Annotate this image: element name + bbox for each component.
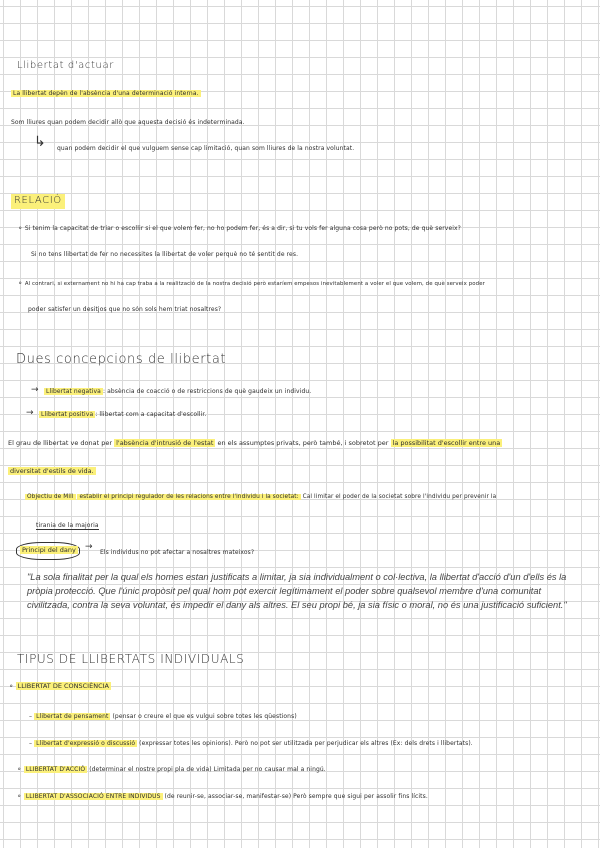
bullet-dot-icon: ∘: [9, 682, 16, 690]
bullet-1: [18, 224, 461, 233]
principi-dany-label: Principi del dany: [22, 546, 76, 554]
accio-line: [17, 765, 326, 774]
expressio-text: (expressar totes les opinions). Però no pot ser utilitzada per perjudicar els altres (Ex: dels drets i llibertats).: [139, 740, 473, 747]
section-title-llibertat-actuar: Llibertat d'actuar: [17, 60, 114, 71]
pensament-line: – Llibertat de pensament (pensar o creure el que es vulgui sobre totes les qüestions): [29, 713, 297, 720]
arrow-right-icon: →: [31, 385, 39, 395]
tirania-line: [36, 522, 99, 530]
negative-freedom-text: : absència de coacció o de restriccions de què gaudeix un individu.: [102, 388, 312, 395]
mill-line: [25, 494, 496, 501]
pensament-text: (pensar o creure el que es vulgui sobre totes les qüestions): [112, 713, 297, 720]
tirania-label: tirania de la majoria: [36, 522, 99, 529]
mill-text: Cal limitar el poder de la societat sobre l'individu per prevenir la: [302, 494, 497, 500]
bullet-1-text: Si tenim la capacitat de triar o escollir si el que volem fer, no ho podem fer, és a dir, si tu vols fer alguna cosa però no pots, de què serveix?: [24, 225, 461, 232]
pensament-label: Llibertat de pensament: [36, 713, 109, 720]
expressio-line: – Llibertat d'expressió o discussió (expressar totes les opinions). Però no pot ser utilitzada per perjudicar els altres (Ex: dels drets i llibertats).: [29, 740, 473, 747]
bullet-1-sub: Si no tens llibertat de fer no necessites la llibertat de voler perquè no té sentit de res.: [31, 251, 299, 258]
bullet-2: [18, 279, 485, 288]
mill-label: Objectiu de Mill: [27, 494, 74, 500]
section-title-dues-concepcions: Dues concepcions de llibertat: [16, 352, 227, 367]
positive-freedom-text: : llibertat com a capacitat d'escollir.: [95, 411, 207, 418]
bullet-2-text: Al contrari, si externament no hi ha cap traba a la realització de la nostra decisió però estaríem empesos inevitablement a voler el que volem, de què serveix poder: [24, 281, 485, 287]
accio-text: (determinar el nostre propi pla de vida) Limitada per no causar mal a ningú.: [89, 766, 326, 773]
grau-mid: en els assumptes privats, però també, i sobretot per: [217, 439, 389, 447]
associacio-line: [17, 792, 428, 801]
bullet-2-cont: poder satisfer un desitjos que no són sols hem triat nosaltres?: [28, 306, 222, 313]
arrow-right-icon: →: [85, 542, 93, 552]
definition-line: [11, 90, 201, 98]
definition-highlight: La llibertat depèn de l'absència d'una determinació interna.: [13, 90, 199, 97]
mill-highlight: establir el principi regulador de les relacions entre l'individu i la societat:: [79, 494, 299, 500]
grau-line-2: [8, 467, 96, 475]
arrow-right-icon: →: [26, 408, 34, 418]
negative-freedom-line: [44, 388, 311, 396]
section-title-tipus-llibertats: TIPUS DE LLIBERTATS INDIVIDUALS: [17, 652, 245, 666]
consciencia-line: [9, 682, 111, 691]
positive-freedom-line: [39, 411, 206, 419]
grau-highlight-1: l'absència d'intrusió de l'estat: [116, 439, 214, 447]
bullet-dot-icon: ∘: [17, 765, 24, 773]
section-title-relacio: RELACIÓ: [11, 194, 65, 209]
bullet-dot-icon: ∘: [17, 792, 24, 800]
mill-quote: "La sola finalitat per la qual els homes estan justificats a limitar, ja sia individualment o col·lectiva, la llibertat d'acció d'un d'ells és la pròpia protecció. Que l'únic propòsit pel qual hom pot exercir legítimament el poder sobre qualsevol membre d'una comunitat civilitzada, contra la seva voluntat, és impedir el dany als altres. El seu propi bé, ja sia físic o moral, no és una justificació suficient.": [27, 572, 567, 610]
arrow-icon: ↳: [34, 134, 46, 150]
bullet-dot-icon: ∘: [18, 224, 25, 232]
grau-start: El grau de llibertat ve donat per: [8, 439, 113, 447]
associacio-label: LLIBERTAT D'ASSOCIACIÓ ENTRE INDIVIDUS: [25, 793, 161, 800]
expressio-label: Llibertat d'expressió o discussió: [36, 740, 136, 747]
positive-freedom-label: Llibertat positiva: [41, 411, 94, 418]
grau-highlight-3: diversitat d'estils de vida.: [10, 467, 94, 475]
bullet-dot-icon: ∘: [18, 279, 25, 287]
negative-freedom-label: Llibertat negativa: [46, 388, 101, 395]
text-line-1: Som lliures quan podem decidir allò que aquesta decisió és indeterminada.: [11, 119, 245, 126]
consciencia-label: LLIBERTAT DE CONSCIÈNCIA: [17, 682, 109, 690]
text-line-2: quan podem decidir el que vulguem sense cap limitació, quan som lliures de la nostra voluntat.: [57, 145, 355, 152]
grau-highlight-2: la possibilitat d'escollir entre una: [392, 439, 501, 447]
grau-line-1: [8, 439, 502, 447]
associacio-text: (de reunir-se, associar-se, manifestar-se) Però sempre que sigui per assolir fins lícits.: [164, 793, 428, 800]
principi-dany-text: Els individus no pot afectar a nosaltres mateixos?: [100, 549, 255, 556]
accio-label: LLIBERTAT D'ACCIÓ: [25, 766, 86, 773]
